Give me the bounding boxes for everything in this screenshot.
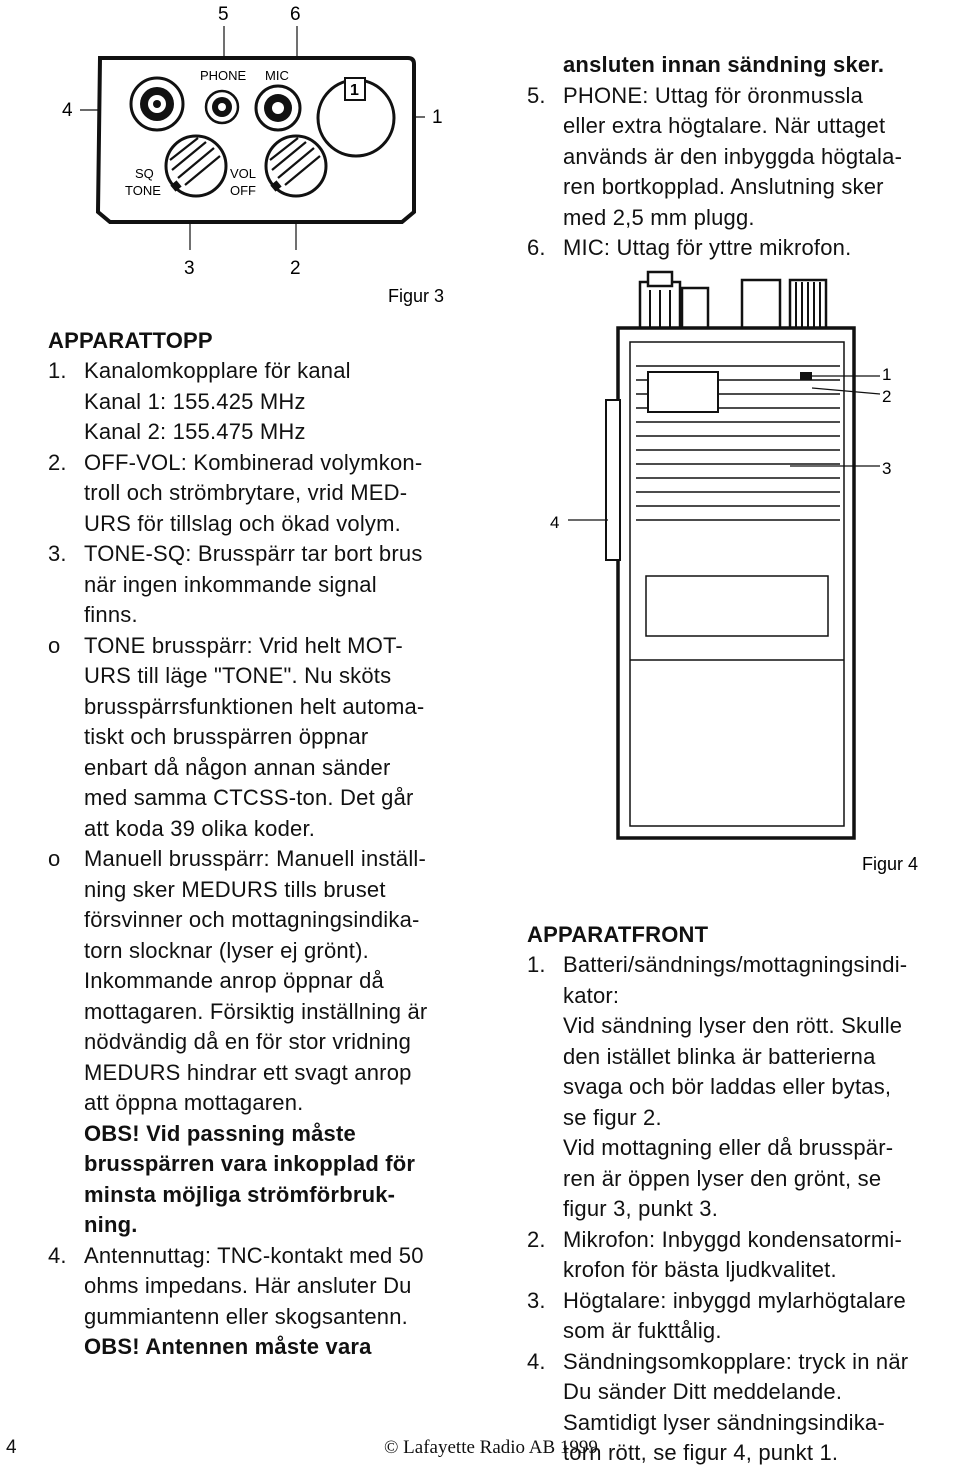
text-line: Samtidigt lyser sändningsindika-	[563, 1409, 885, 1435]
label-6: 6	[290, 4, 301, 25]
list-item	[527, 1225, 957, 1286]
list-item-number: 3.	[527, 1287, 546, 1313]
list-item	[48, 539, 488, 631]
off-label: OFF	[230, 183, 256, 198]
text-line: med 2,5 mm plugg.	[563, 204, 755, 230]
list-item	[527, 233, 947, 264]
obs-note-antenn: OBS! Antennen måste vara	[84, 1334, 372, 1359]
text-line: troll och strömbrytare, vrid MED-	[84, 480, 408, 505]
left-item-4	[48, 1241, 488, 1333]
text-line: ning sker MEDURS tills bruset	[84, 876, 386, 902]
figure-4-radio-front	[530, 270, 950, 880]
text-line: Kanal 1: 155.425 MHz	[84, 388, 306, 414]
text-line: URS för tillslag och ökad volym.	[84, 510, 401, 536]
figure-3-top-panel	[40, 0, 480, 310]
text-line: att koda 39 olika koder.	[84, 815, 316, 841]
text-line: finns.	[84, 602, 138, 627]
figure-4-caption: Figur 4	[862, 854, 919, 874]
obs-line: ning.	[84, 1212, 138, 1237]
text-line: se figur 2.	[563, 1104, 662, 1130]
channel-digit: 1	[350, 82, 359, 99]
text-line: ren bortkopplad. Anslutning sker	[563, 174, 884, 199]
text-line: när ingen inkommande signal	[84, 571, 377, 597]
label-3: 3	[184, 258, 195, 279]
right-column-top	[527, 50, 947, 264]
obs-line: OBS! Vid passning måste	[84, 1120, 356, 1146]
list-item-number: 6.	[527, 235, 546, 260]
left-item-list	[48, 356, 488, 1119]
text-line: eller extra högtalare. När uttaget	[563, 113, 886, 138]
text-line: mottagaren. Försiktig inställning är	[84, 998, 428, 1024]
sq-label: SQ	[135, 166, 154, 181]
text-line: URS till läge "TONE". Nu sköts	[84, 663, 392, 688]
list-item-number: 1.	[48, 358, 67, 383]
list-item	[48, 631, 488, 845]
text-line: den istället blinka är batterierna	[563, 1043, 876, 1069]
text-line: torn rött, se figur 4, punkt 1.	[563, 1440, 839, 1465]
list-item	[527, 950, 957, 1225]
figure-3-caption: Figur 3	[388, 286, 445, 306]
text-line: brusspärrsfunktionen helt automa-	[84, 693, 425, 719]
text-line: krofon för bästa ljudkvalitet.	[563, 1257, 837, 1282]
text-line: Du sänder Ditt meddelande.	[563, 1379, 843, 1404]
list-item	[48, 1241, 488, 1333]
list-item-number: 2.	[527, 1226, 546, 1252]
text-line: Vid sändning lyser den rött. Skulle	[563, 1013, 903, 1038]
text-line: ren är öppen lyser den grönt, se	[563, 1165, 882, 1191]
fig4-label-4: 4	[550, 513, 560, 532]
text-line: MEDURS hindrar ett svagt anrop	[84, 1059, 412, 1085]
text-line: Inkommande anrop öppnar då	[84, 968, 384, 993]
text-line: Sändningsomkopplare: tryck in när	[563, 1348, 909, 1374]
phone-label: PHONE	[200, 68, 247, 83]
text-line: används är den inbyggda högtala-	[563, 143, 903, 169]
text-line: Kanal 2: 155.475 MHz	[84, 419, 306, 444]
section-heading-apparattopp: APPARATTOPP	[48, 328, 213, 353]
text-line: enbart då någon annan sänder	[84, 754, 391, 780]
text-line: Manuell brusspärr: Manuell inställ-	[84, 846, 427, 871]
continued-obs-text: ansluten innan sändning sker.	[563, 52, 885, 77]
list-item-number: 2.	[48, 449, 67, 475]
text-line: OFF-VOL: Kombinerad volymkon-	[84, 449, 423, 475]
label-2: 2	[290, 258, 301, 279]
text-line: att öppna mottagaren.	[84, 1090, 304, 1115]
text-line: tiskt och brusspärren öppnar	[84, 724, 369, 749]
list-item-number: 4.	[48, 1242, 67, 1268]
list-item	[48, 448, 488, 540]
right-item-list	[527, 950, 957, 1469]
list-item	[48, 844, 488, 1119]
list-item-number: o	[48, 632, 61, 658]
label-5: 5	[218, 4, 229, 25]
page-number: 4	[6, 1437, 17, 1458]
list-item-number: 3.	[48, 541, 67, 566]
list-item	[527, 1286, 957, 1347]
text-line: som är fukttålig.	[563, 1318, 722, 1343]
label-1: 1	[432, 107, 443, 128]
right-item-list-top	[527, 81, 947, 264]
text-line: torn slocknar (lyser ej grönt).	[84, 937, 369, 963]
fig4-label-1: 1	[882, 365, 892, 384]
list-item-number: 4.	[527, 1348, 546, 1374]
text-line: gummiantenn eller skogsantenn.	[84, 1303, 408, 1329]
text-line: Kanalomkopplare för kanal	[84, 358, 351, 383]
list-item	[527, 81, 947, 234]
fig4-label-2: 2	[882, 387, 892, 406]
vol-label: VOL	[230, 166, 257, 181]
text-line: Batteri/sändnings/mottagningsindi-	[563, 952, 908, 977]
text-line: Vid mottagning eller då brusspär-	[563, 1135, 894, 1160]
text-line: TONE brusspärr: Vrid helt MOT-	[84, 632, 403, 658]
obs-line: brusspärren vara inkopplad för	[84, 1151, 416, 1176]
list-item	[48, 356, 488, 448]
tone-label: TONE	[125, 183, 161, 198]
text-line: TONE-SQ: Brusspärr tar bort brus	[84, 541, 423, 566]
right-column-bottom	[527, 920, 957, 1469]
section-heading-apparatfront: APPARATFRONT	[527, 922, 709, 947]
text-line: PHONE: Uttag för öronmussla	[563, 82, 864, 108]
text-line: Högtalare: inbyggd mylarhögtalare	[563, 1287, 906, 1313]
mic-label: MIC	[265, 68, 289, 83]
left-column	[48, 326, 488, 1363]
list-item-number: 1.	[527, 952, 546, 977]
obs-note-passning	[48, 1119, 488, 1241]
text-line: Antennuttag: TNC-kontakt med 50	[84, 1242, 424, 1268]
text-line: ohms impedans. Här ansluter Du	[84, 1273, 412, 1298]
text-line: kator:	[563, 982, 620, 1008]
label-4: 4	[62, 100, 73, 121]
text-line: med samma CTCSS-ton. Det går	[84, 785, 414, 810]
text-line: MIC: Uttag för yttre mikrofon.	[563, 235, 852, 260]
text-line: försvinner och mottagningsindika-	[84, 907, 420, 932]
list-item-number: o	[48, 846, 61, 871]
text-line: nödvändig då en för stor vridning	[84, 1029, 412, 1054]
text-line: figur 3, punkt 3.	[563, 1196, 719, 1221]
fig4-label-3: 3	[882, 459, 892, 478]
copyright-footer: © Lafayette Radio AB 1999	[384, 1437, 598, 1458]
text-line: svaga och bör laddas eller bytas,	[563, 1074, 892, 1099]
obs-line: minsta möjliga strömförbruk-	[84, 1181, 396, 1207]
text-line: Mikrofon: Inbyggd kondensatormi-	[563, 1226, 903, 1252]
list-item-number: 5.	[527, 82, 546, 108]
